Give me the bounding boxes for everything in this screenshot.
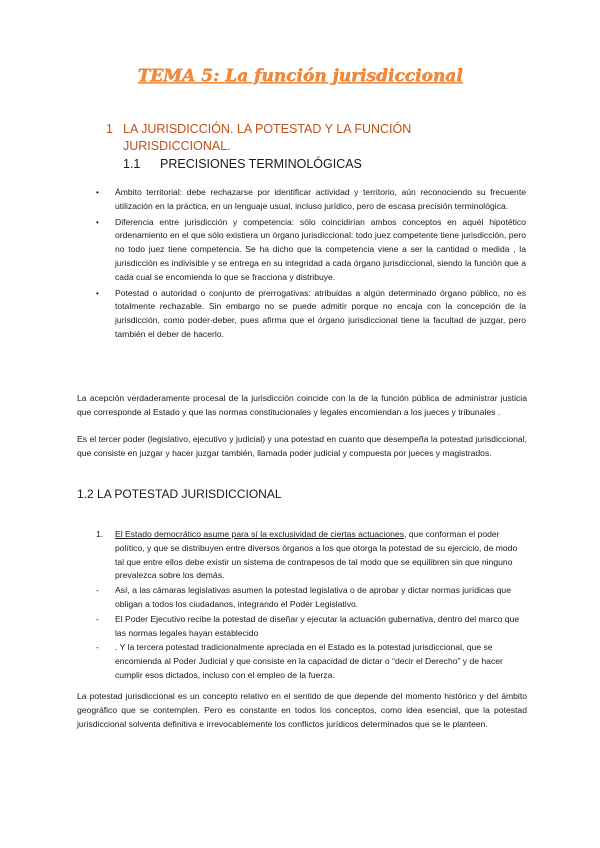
terminology-bullet-list: [96, 186, 526, 344]
list-text: Así, a las cámaras legislativas asumen la potestad legislativa o de aprobar y dictar normas jurídicas que obligan a todos los ciudadanos, integrando el Poder Legislativo.: [115, 585, 511, 609]
section-1-1-heading: [123, 157, 362, 171]
bullet-icon: •: [96, 288, 99, 298]
list-item: [96, 287, 526, 342]
list-text: . Y la tercera potestad tradicionalmente apreciada en el Estado es la potestad jurisdiccional, que se encomienda al Poder Judicial y que consiste en la capacidad de dictar o “decir el Derecho” y de hacer cumplir esos dictados, incluso con el empleo de la fuerza.: [115, 642, 503, 680]
section-1-2-heading: 1.2 LA POTESTAD JURISDICCIONAL: [77, 487, 282, 501]
paragraph-relative-concept: La potestad jurisdiccional es un concepto relativo en el sentido de que depende del momento histórico y del ámbito geográfico que se contemplen. Pero es constante en todos los conceptos, como idea esencial, que la potestad jurisdiccional solventa definitiva e irrevocablemente los conflictos jurídicos determinados que se le planteen.: [77, 691, 527, 729]
list-item: [96, 613, 528, 641]
bullet-icon: •: [96, 188, 99, 197]
section-1-number: 1: [106, 122, 113, 136]
list-item: [96, 186, 526, 214]
list-item: [96, 528, 528, 583]
powers-list: [96, 528, 528, 684]
paragraph-jurisdiction-meaning: La acepción verdaderamente procesal de la jurisdicción coincide con la de la función pública de administrar justicia que corresponde al Estado y que las normas constitucionales y legales encomiendan a los jueces y tribunales .: [77, 393, 527, 417]
paragraph-third-power: Es el tercer poder (legislativo, ejecutivo y judicial) y una potestad en cuanto que desempeña la potestad jurisdiccional, que consiste en juzgar y hacer juzgar también, llamada poder judicial y compuesta por jueces y magistrados.: [77, 434, 527, 458]
list-item: [96, 584, 528, 612]
bullet-text: Ámbito territorial: debe rechazarse por identificar actividad y territorio, aún reconociendo su frecuente utilización en la práctica, en un lenguaje usual, incluso jurídico, pero de escasa precisión terminológica.: [115, 187, 526, 211]
document-title: TEMA 5: La función jurisdiccional: [137, 66, 463, 86]
list-text: , que conforman el poder político, y que se distribuyen entre diversos órganos a los que otorga la potestad de su ejercicio, de modo tal que entre ellos debe existir un sistema de contrapesos de tal modo que se equilibren sin que ninguno prevalezca sobre los demás.: [115, 529, 518, 581]
list-item: [96, 216, 526, 285]
dash-marker: -: [96, 642, 99, 653]
section-1-title: LA JURISDICCIÓN. LA POTESTAD Y LA FUNCIÓN JURISDICCIONAL.: [123, 122, 412, 153]
section-1-1-title: PRECISIONES TERMINOLÓGICAS: [160, 157, 362, 171]
list-text: El Poder Ejecutivo recibe la potestad de diseñar y ejecutar la actuación gubernativa, dentro del marco que las normas legales hayan establecido: [115, 613, 520, 638]
bullet-icon: •: [96, 217, 99, 227]
dash-marker: -: [96, 613, 99, 624]
section-1-1-number: 1.1: [123, 157, 141, 171]
underlined-text: El Estado democrático asume para sí la exclusividad de ciertas actuaciones: [115, 529, 404, 539]
list-item: [96, 641, 528, 682]
bullet-text: Diferencia entre jurisdicción y competencia: sólo coincidirían ambos conceptos en aquél hipotético ordenamiento en el que sólo existiera un órgano jurisdiccional: todo juez competente tiene jurisdicción, pero no todo juez tiene competencia. Se ha dicho que la competencia viene a ser la cantidad o medida , la jurisdicción es indivisible y se entrega en su integridad a cada órgano jurisdiccional, siendo la función que a cada cual se encomienda lo que se fracciona y distribuye.: [115, 216, 526, 282]
list-marker: 1.: [96, 529, 104, 539]
bullet-text: Potestad o autoridad o conjunto de prerrogativas: atribuidas a algún determinado órgano público, no es totalmente rechazable. Sin embargo no se puede admitir porque no encaja con la concepción de la jurisdicción, como poder-deber, pues afirma que el órgano jurisdiccional tiene la facultad de juzgar, pero también el deber de hacerlo.: [115, 287, 526, 339]
dash-marker: -: [96, 585, 99, 596]
